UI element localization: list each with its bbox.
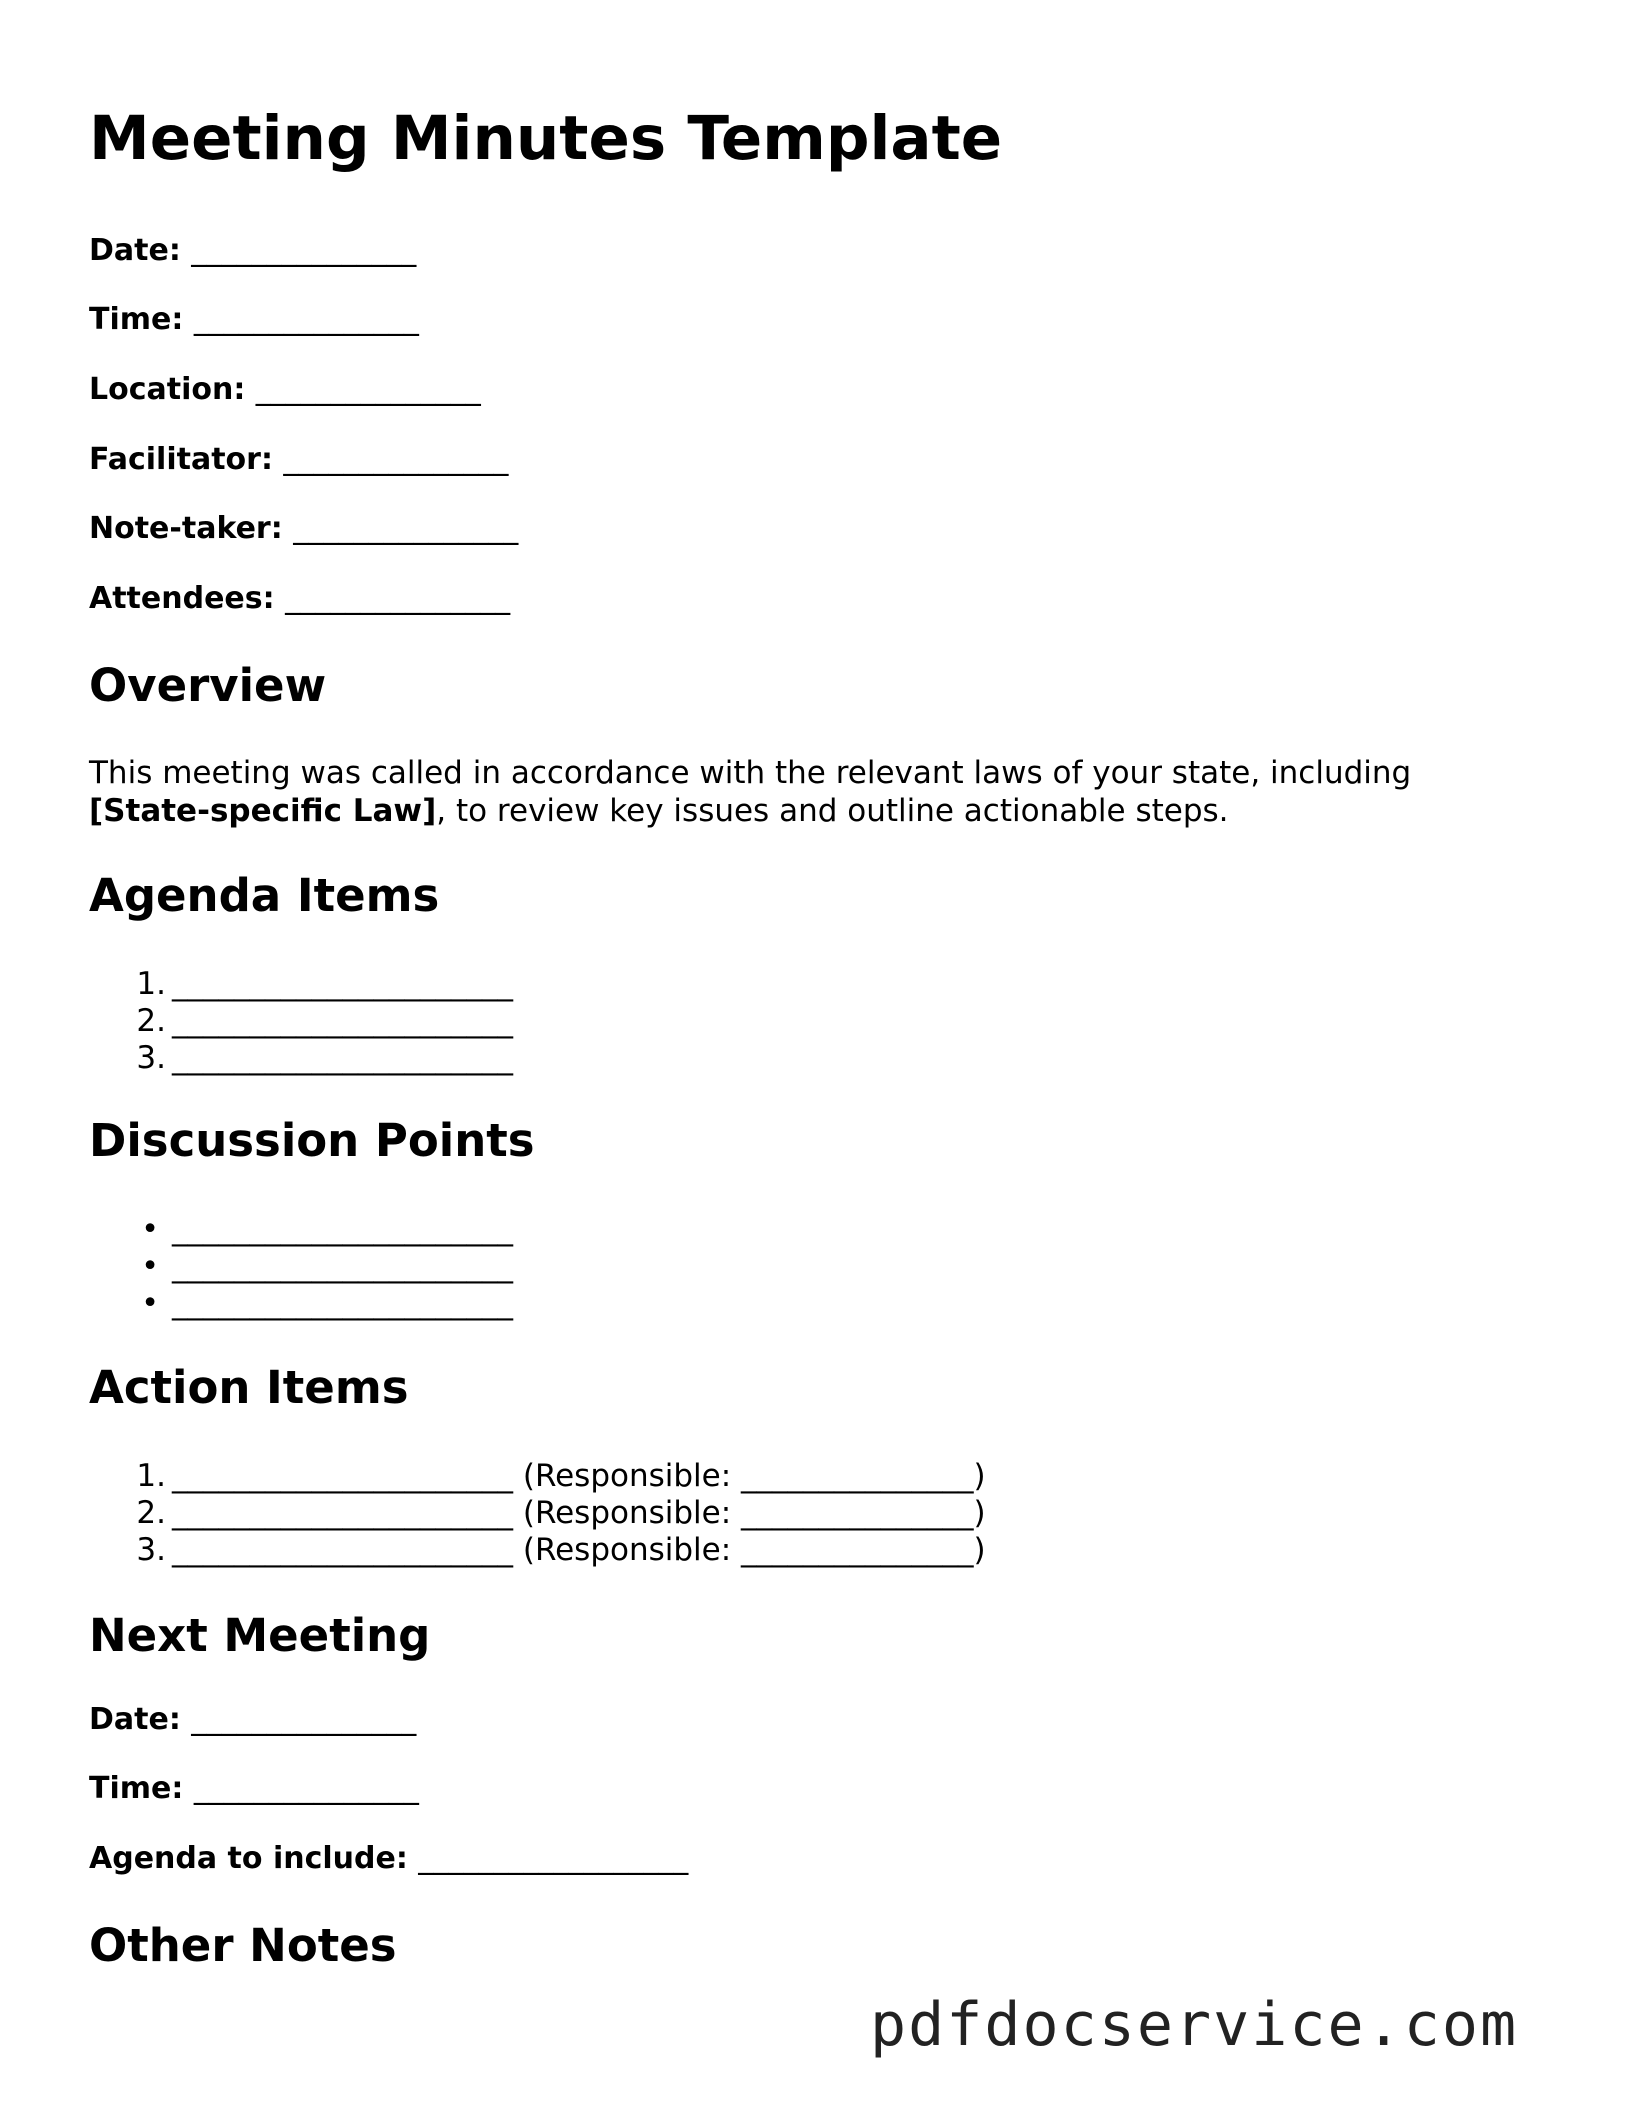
bullet-icon: •	[141, 1249, 159, 1284]
next-date-blank[interactable]: _______________	[191, 1702, 417, 1737]
discussion-item	[89, 1248, 513, 1284]
agenda-blank[interactable]: ______________________	[172, 1040, 513, 1076]
action-item	[89, 1458, 986, 1494]
list-number: 1.	[136, 1458, 166, 1494]
responsible-blank[interactable]: (Responsible: _______________)	[522, 1458, 986, 1494]
date-field	[89, 233, 417, 268]
bullet-icon: •	[141, 1286, 159, 1321]
agenda-item	[89, 1003, 513, 1039]
next-date-label: Date:	[89, 1702, 181, 1737]
responsible-blank[interactable]: (Responsible: _______________)	[522, 1495, 986, 1531]
list-number: 1.	[136, 966, 166, 1002]
overview-paragraph	[89, 754, 1529, 830]
facilitator-label: Facilitator:	[89, 442, 273, 477]
note-taker-field	[89, 511, 519, 546]
agenda-to-include-blank[interactable]: __________________	[418, 1841, 689, 1876]
next-date-field	[89, 1702, 417, 1737]
note-taker-blank[interactable]: _______________	[293, 511, 519, 546]
next-time-field	[89, 1771, 419, 1806]
action-item	[89, 1495, 986, 1531]
date-label: Date:	[89, 233, 181, 268]
facilitator-field	[89, 442, 509, 477]
time-field	[89, 302, 419, 337]
facilitator-blank[interactable]: _______________	[283, 442, 509, 477]
list-number: 2.	[136, 1495, 166, 1531]
agenda-item	[89, 1040, 513, 1076]
location-label: Location:	[89, 372, 246, 407]
list-number: 3.	[136, 1040, 166, 1076]
action-blank[interactable]: ______________________	[172, 1458, 513, 1494]
date-blank[interactable]: _______________	[191, 233, 417, 268]
next-time-blank[interactable]: _______________	[193, 1771, 419, 1806]
discussion-blank[interactable]: ______________________	[172, 1285, 513, 1321]
discussion-item	[89, 1211, 513, 1247]
action-items-heading: Action Items	[89, 1361, 409, 1414]
location-blank[interactable]: _______________	[255, 372, 481, 407]
action-blank[interactable]: ______________________	[172, 1495, 513, 1531]
discussion-blank[interactable]: ______________________	[172, 1211, 513, 1247]
attendees-label: Attendees:	[89, 581, 275, 616]
agenda-to-include-label: Agenda to include:	[89, 1841, 408, 1876]
agenda-heading: Agenda Items	[89, 869, 440, 922]
note-taker-label: Note-taker:	[89, 511, 283, 546]
discussion-blank[interactable]: ______________________	[172, 1248, 513, 1284]
attendees-field	[89, 581, 511, 616]
list-number: 3.	[136, 1532, 166, 1568]
overview-bold-law: [State-specific Law]	[89, 793, 437, 829]
agenda-blank[interactable]: ______________________	[172, 966, 513, 1002]
list-number: 2.	[136, 1003, 166, 1039]
overview-text-before: This meeting was called in accordance with the relevant laws of your state, including	[89, 755, 1412, 791]
page-title: Meeting Minutes Template	[89, 103, 1003, 174]
bullet-icon: •	[141, 1212, 159, 1247]
other-notes-heading: Other Notes	[89, 1919, 397, 1972]
location-field	[89, 372, 481, 407]
overview-text-after: , to review key issues and outline actionable steps.	[436, 793, 1229, 829]
discussion-item	[89, 1285, 513, 1321]
agenda-blank[interactable]: ______________________	[172, 1003, 513, 1039]
responsible-blank[interactable]: (Responsible: _______________)	[522, 1532, 986, 1568]
overview-heading: Overview	[89, 659, 327, 712]
watermark: pdfdocservice.com	[870, 1990, 1519, 2060]
time-blank[interactable]: _______________	[193, 302, 419, 337]
attendees-blank[interactable]: _______________	[285, 581, 511, 616]
action-item	[89, 1532, 986, 1568]
agenda-item	[89, 966, 513, 1002]
discussion-heading: Discussion Points	[89, 1114, 535, 1167]
next-time-label: Time:	[89, 1771, 184, 1806]
agenda-to-include-field	[89, 1841, 689, 1876]
time-label: Time:	[89, 302, 184, 337]
next-meeting-heading: Next Meeting	[89, 1609, 431, 1662]
action-blank[interactable]: ______________________	[172, 1532, 513, 1568]
